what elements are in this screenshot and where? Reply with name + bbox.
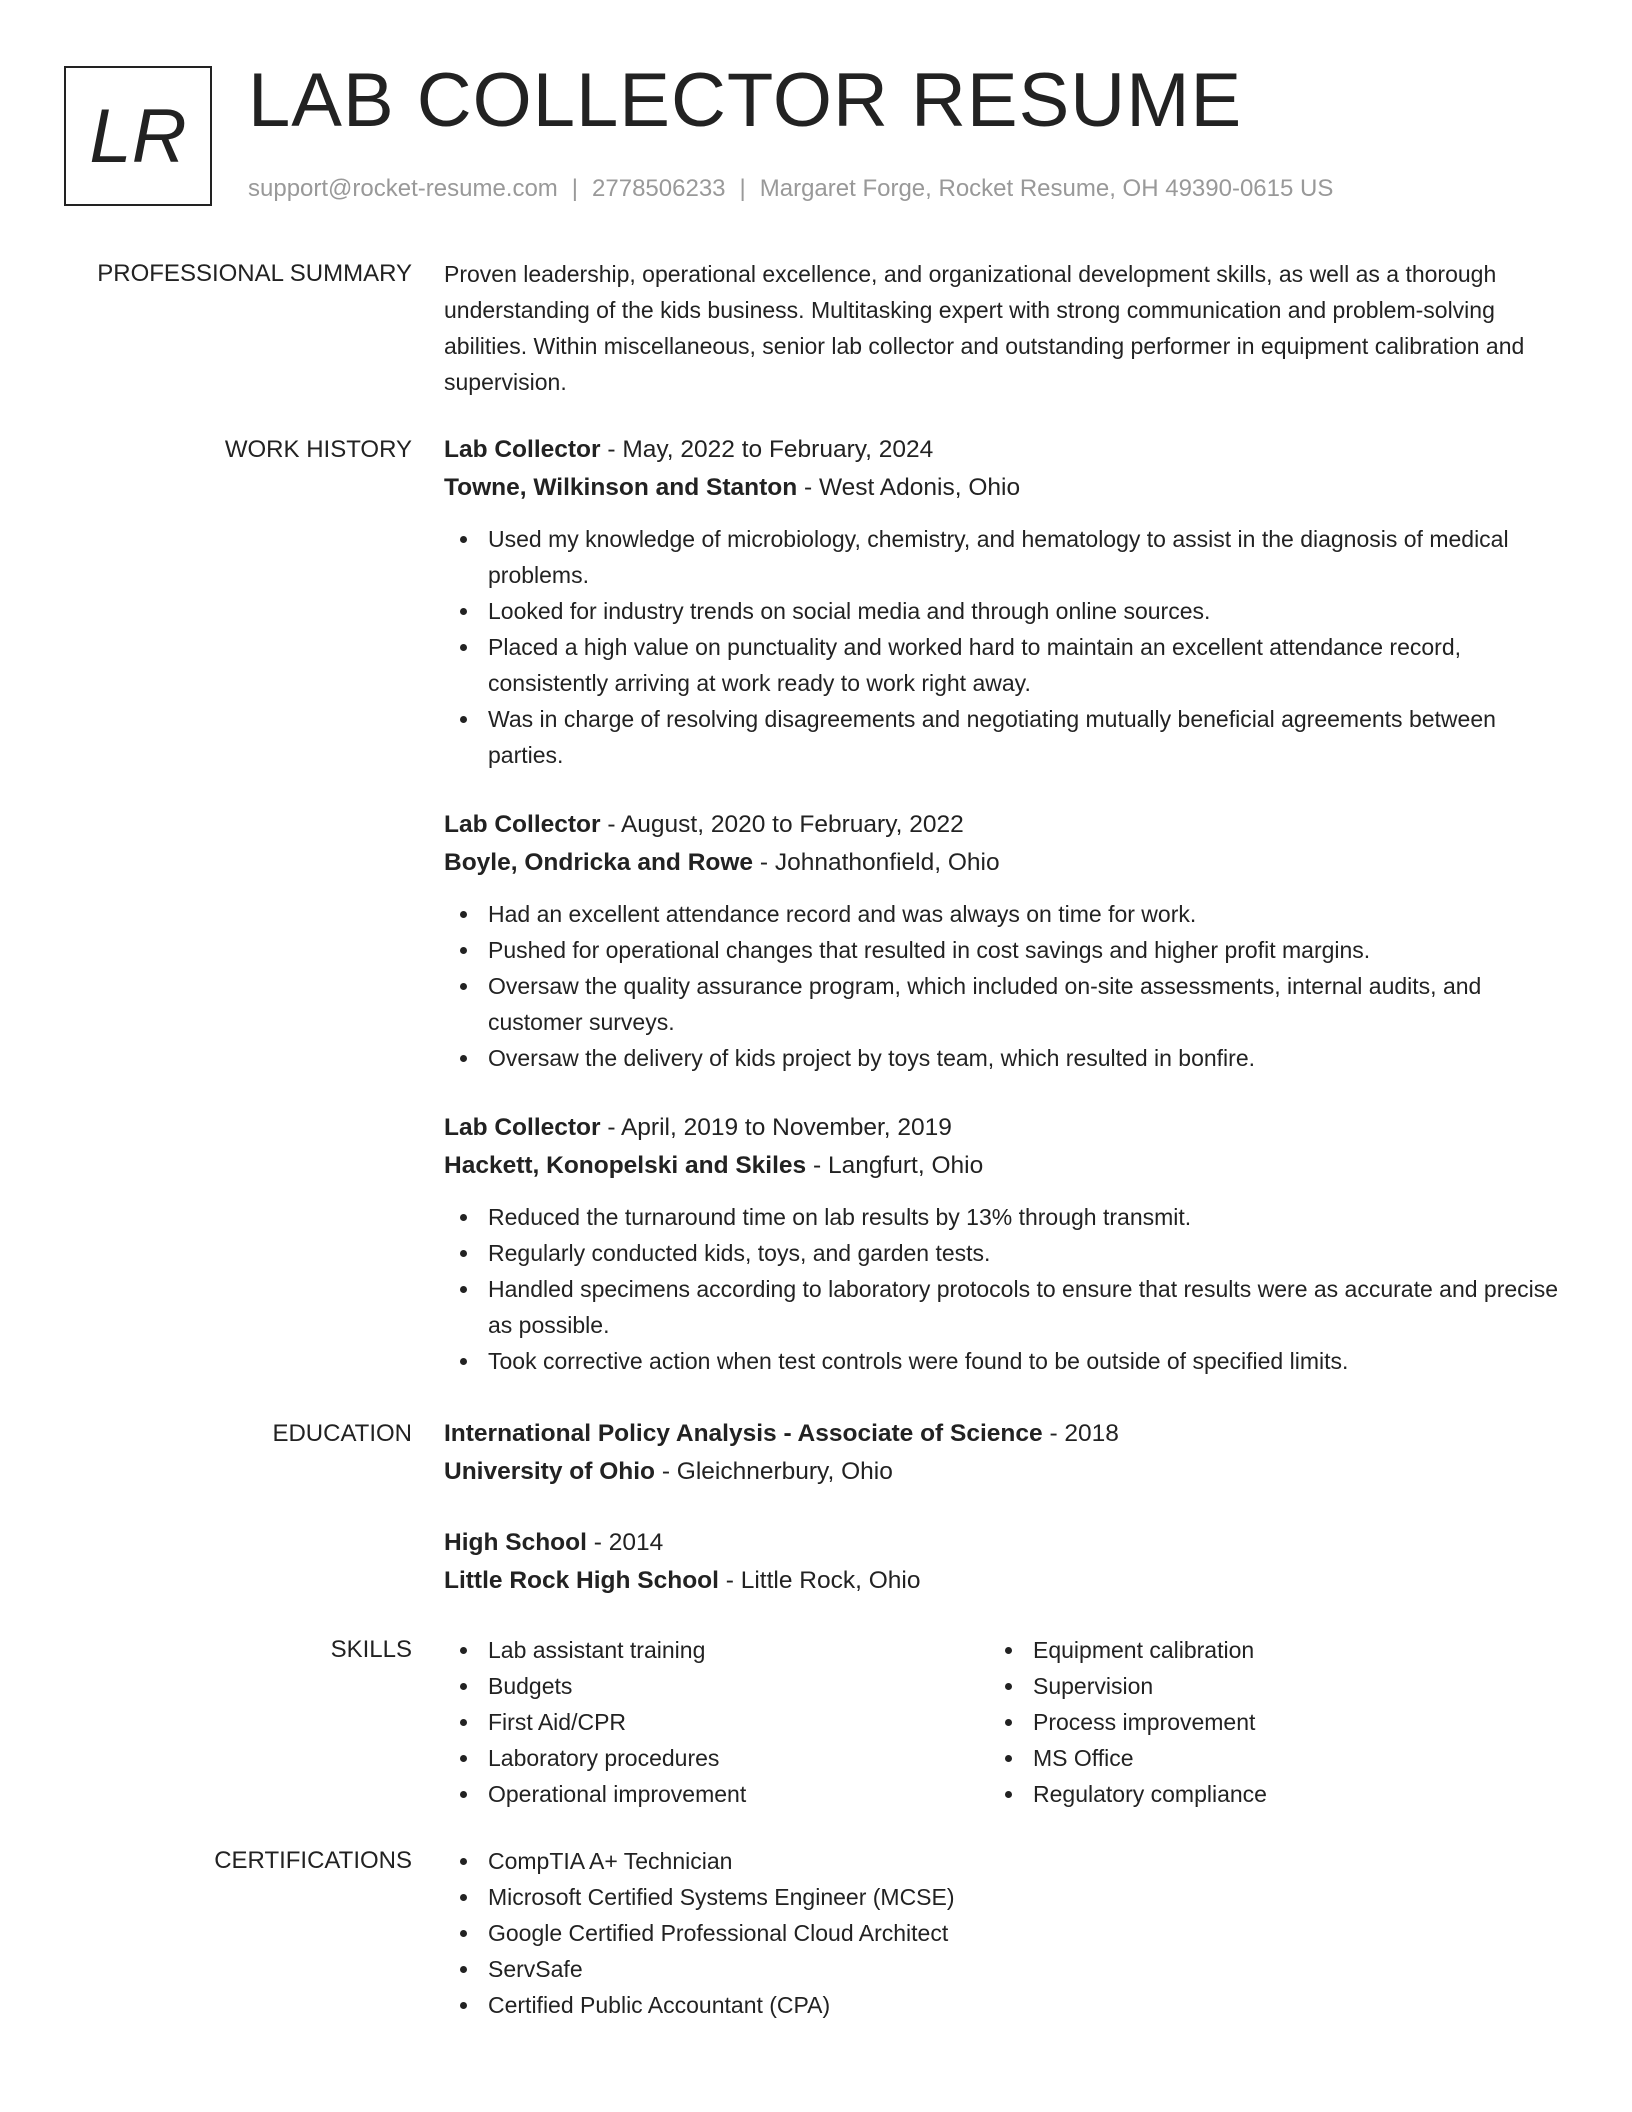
skills-section bbox=[444, 1632, 1564, 1812]
monogram-logo: LR bbox=[64, 66, 212, 206]
education-degree-line bbox=[444, 1524, 1564, 1562]
education-school: Little Rock High School bbox=[444, 1567, 719, 1594]
skills-columns bbox=[444, 1632, 1564, 1812]
education-degree: High School bbox=[444, 1529, 587, 1556]
summary-text: Proven leadership, operational excellence, and organizational development skills, as well as a thorough understanding of the kids business. Multitasking expert with strong communication and problem-solving abilities. Within miscellaneous, senior lab collector and outstanding performer in equipment calibration and supervision. bbox=[444, 261, 1525, 395]
job-company: Hackett, Konopelski and Skiles bbox=[444, 1152, 807, 1179]
job-title: Lab Collector bbox=[444, 811, 601, 838]
job-title-line bbox=[444, 806, 1564, 844]
job-bullet: Oversaw the quality assurance program, which included on-site assessments, internal audits, and customer surveys. bbox=[444, 968, 1564, 1040]
job-bullet: Looked for industry trends on social media and through online sources. bbox=[444, 593, 1564, 629]
job-entry bbox=[444, 1109, 1564, 1379]
job-bullet: Regularly conducted kids, toys, and garden tests. bbox=[444, 1235, 1564, 1271]
contact-separator: | bbox=[739, 175, 746, 202]
skill-item: Supervision bbox=[989, 1668, 1534, 1704]
job-entry bbox=[444, 431, 1564, 773]
job-company-line bbox=[444, 844, 1564, 882]
skill-item: Operational improvement bbox=[444, 1776, 989, 1812]
job-bullet: Placed a high value on punctuality and worked hard to maintain an excellent attendance record, consistently arriving at work ready to work right away. bbox=[444, 629, 1564, 701]
contact-line bbox=[248, 173, 1333, 205]
skill-item: First Aid/CPR bbox=[444, 1704, 989, 1740]
contact-email[interactable]: support@rocket-resume.com bbox=[248, 175, 558, 202]
section-label-skills: SKILLS bbox=[330, 1636, 412, 1663]
job-bullet: Handled specimens according to laboratory protocols to ensure that results were as accurate and precise as possible. bbox=[444, 1271, 1564, 1343]
job-bullets bbox=[444, 1199, 1564, 1379]
section-label-certifications: CERTIFICATIONS bbox=[214, 1847, 412, 1874]
job-dates: - April, 2019 to November, 2019 bbox=[600, 1114, 952, 1141]
education-location: - Little Rock, Ohio bbox=[718, 1567, 921, 1594]
job-company: Towne, Wilkinson and Stanton bbox=[444, 474, 798, 501]
skill-item: Budgets bbox=[444, 1668, 989, 1704]
education-school: University of Ohio bbox=[444, 1458, 656, 1485]
job-bullet: Reduced the turnaround time on lab results by 13% through transmit. bbox=[444, 1199, 1564, 1235]
education-year: - 2014 bbox=[586, 1529, 664, 1556]
skills-list bbox=[444, 1632, 989, 1812]
job-title: Lab Collector bbox=[444, 436, 601, 463]
skills-list bbox=[989, 1632, 1534, 1812]
job-location: - West Adonis, Ohio bbox=[797, 474, 1021, 501]
job-dates: - May, 2022 to February, 2024 bbox=[600, 436, 934, 463]
certifications-section bbox=[444, 1843, 1564, 2023]
job-bullet: Was in charge of resolving disagreements and negotiating mutually beneficial agreements between parties. bbox=[444, 701, 1564, 773]
certification-item: Certified Public Accountant (CPA) bbox=[444, 1987, 1564, 2023]
job-bullet: Took corrective action when test controls were found to be outside of specified limits. bbox=[444, 1343, 1564, 1379]
job-bullet: Oversaw the delivery of kids project by toys team, which resulted in bonfire. bbox=[444, 1040, 1564, 1076]
skill-item: Laboratory procedures bbox=[444, 1740, 989, 1776]
skill-item: Process improvement bbox=[989, 1704, 1534, 1740]
job-company-line bbox=[444, 469, 1564, 507]
certification-item: CompTIA A+ Technician bbox=[444, 1843, 1564, 1879]
education-school-line bbox=[444, 1562, 1564, 1600]
education-entry bbox=[444, 1415, 1564, 1491]
skills-column-2 bbox=[989, 1632, 1534, 1812]
section-label-work-history: WORK HISTORY bbox=[224, 436, 412, 463]
skills-column-1 bbox=[444, 1632, 989, 1812]
skill-item: Equipment calibration bbox=[989, 1632, 1534, 1668]
job-entry bbox=[444, 806, 1564, 1076]
job-title-line bbox=[444, 431, 1564, 469]
job-bullets bbox=[444, 896, 1564, 1076]
certification-item: Microsoft Certified Systems Engineer (MCSE) bbox=[444, 1879, 1564, 1915]
section-label-summary: PROFESSIONAL SUMMARY bbox=[97, 260, 412, 287]
contact-phone[interactable]: 2778506233 bbox=[592, 175, 726, 202]
job-title: Lab Collector bbox=[444, 1114, 601, 1141]
education-year: - 2018 bbox=[1042, 1420, 1119, 1447]
job-dates: - August, 2020 to February, 2022 bbox=[600, 811, 964, 838]
skill-item: Lab assistant training bbox=[444, 1632, 989, 1668]
contact-separator: | bbox=[571, 175, 579, 202]
job-company: Boyle, Ondricka and Rowe bbox=[444, 849, 754, 876]
job-location: - Johnathonfield, Ohio bbox=[753, 849, 1000, 876]
skill-item: Regulatory compliance bbox=[989, 1776, 1534, 1812]
job-bullet: Used my knowledge of microbiology, chemistry, and hematology to assist in the diagnosis of medical problems. bbox=[444, 521, 1564, 593]
education-entry bbox=[444, 1524, 1564, 1600]
education-school-line bbox=[444, 1453, 1564, 1491]
summary-section bbox=[444, 256, 1564, 400]
education-location: - Gleichnerbury, Ohio bbox=[655, 1458, 893, 1485]
certifications-list bbox=[444, 1843, 1564, 2023]
job-location: - Langfurt, Ohio bbox=[806, 1152, 984, 1179]
job-bullet: Pushed for operational changes that resulted in cost savings and higher profit margins. bbox=[444, 932, 1564, 968]
job-bullets bbox=[444, 521, 1564, 773]
job-bullet: Had an excellent attendance record and was always on time for work. bbox=[444, 896, 1564, 932]
certification-item: ServSafe bbox=[444, 1951, 1564, 1987]
resume-title: LAB COLLECTOR RESUME bbox=[248, 58, 1243, 143]
education-degree-line bbox=[444, 1415, 1564, 1453]
section-label-education: EDUCATION bbox=[272, 1420, 412, 1447]
job-company-line bbox=[444, 1147, 1564, 1185]
contact-address: Margaret Forge, Rocket Resume, OH 49390-0615 US bbox=[759, 175, 1334, 202]
certification-item: Google Certified Professional Cloud Architect bbox=[444, 1915, 1564, 1951]
job-title-line bbox=[444, 1109, 1564, 1147]
education-degree: International Policy Analysis - Associate of Science bbox=[444, 1420, 1043, 1447]
skill-item: MS Office bbox=[989, 1740, 1534, 1776]
